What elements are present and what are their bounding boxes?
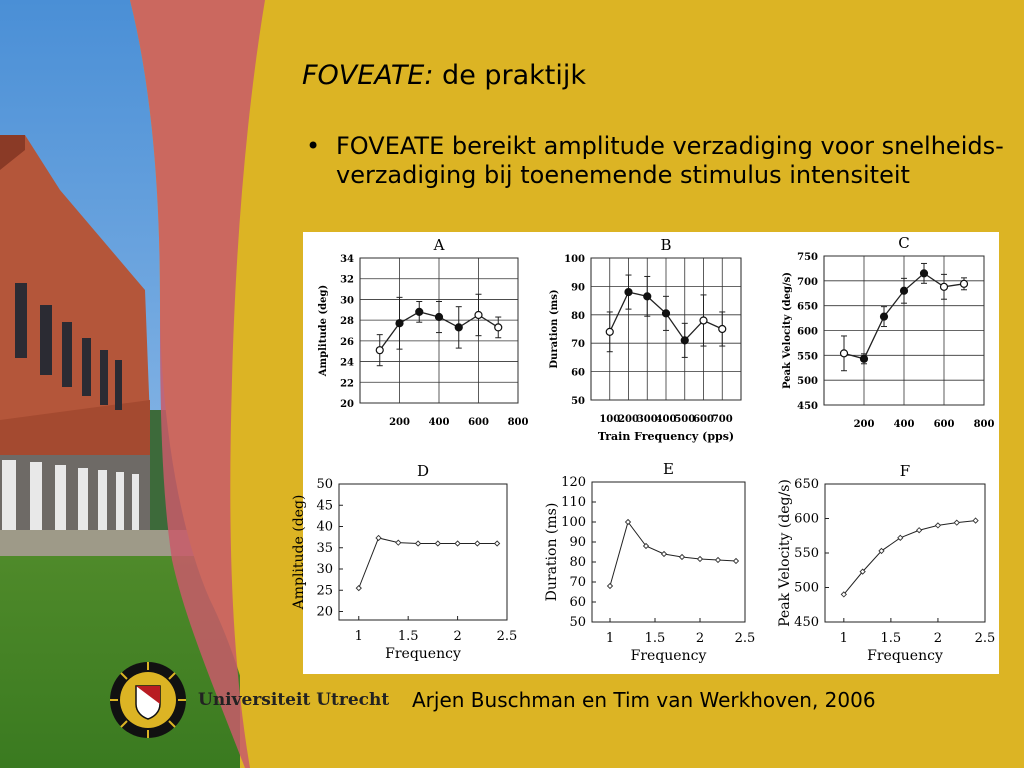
- panel-label-D: D: [416, 462, 430, 480]
- panel-label-C: C: [898, 234, 910, 252]
- plot-frame: [592, 482, 745, 622]
- y-tick-label: 120: [561, 475, 586, 490]
- data-point: [662, 552, 667, 557]
- data-point: [455, 541, 460, 546]
- data-point: [396, 540, 401, 545]
- slide-title-italic: FOVEATE:: [302, 60, 434, 91]
- x-tick-label: 1.5: [397, 629, 419, 644]
- data-point: [416, 541, 421, 546]
- y-tick-label: 750: [797, 252, 818, 263]
- slide-title-rest: de praktijk: [433, 60, 587, 91]
- y-tick-label: 600: [797, 326, 818, 338]
- data-point: [608, 584, 613, 589]
- x-tick-label: 2.5: [734, 631, 756, 646]
- y-tick-label: 100: [561, 515, 586, 530]
- y-tick-label: 30: [340, 295, 354, 307]
- y-tick-label: 40: [316, 519, 333, 535]
- x-axis-label: Frequency: [630, 648, 707, 664]
- data-point: [917, 528, 922, 533]
- x-tick-label: 2: [695, 631, 705, 646]
- data-point: [901, 287, 908, 294]
- y-tick-label: 70: [569, 575, 586, 590]
- y-axis-label: Amplitude (deg): [318, 284, 329, 377]
- x-axis-label-train-frequency: Train Frequency (pps): [597, 430, 735, 443]
- data-point: [921, 270, 928, 277]
- x-tick-label: 1.5: [644, 631, 666, 646]
- bullet-text: FOVEATE bereikt amplitude verzadiging voor snelheids-verzadiging bij toenemende stimulus intensiteit: [336, 132, 1004, 189]
- bullet-marker: •: [306, 132, 321, 160]
- data-point: [376, 535, 381, 540]
- y-tick-label: 28: [340, 316, 354, 328]
- data-point: [734, 559, 739, 564]
- y-tick-label: 20: [340, 399, 354, 410]
- y-tick-label: 650: [794, 477, 819, 492]
- x-tick-label: 1: [354, 629, 363, 644]
- y-tick-label: 70: [571, 339, 585, 351]
- y-tick-label: 26: [340, 336, 354, 348]
- x-tick-label: 700: [711, 414, 733, 425]
- y-tick-label: 34: [340, 254, 354, 265]
- y-tick-label: 50: [569, 615, 586, 630]
- y-tick-label: 700: [797, 276, 818, 288]
- y-tick-label: 80: [569, 555, 586, 570]
- data-point: [663, 310, 670, 317]
- data-point: [376, 347, 383, 354]
- y-tick-label: 25: [316, 583, 333, 599]
- y-tick-label: 500: [797, 376, 818, 388]
- y-tick-label: 650: [797, 301, 818, 313]
- data-point: [961, 280, 968, 287]
- data-point: [935, 523, 940, 528]
- x-tick-label: 2: [933, 631, 943, 646]
- x-axis-label: Frequency: [385, 646, 461, 662]
- panel-label-F: F: [899, 462, 911, 480]
- x-tick-label: 300: [636, 414, 658, 425]
- x-tick-label: 1.5: [880, 631, 902, 646]
- x-tick-label: 2.5: [974, 631, 996, 646]
- y-axis-label: Duration (ms): [544, 502, 560, 602]
- x-axis-label: Frequency: [867, 648, 943, 664]
- data-point: [716, 558, 721, 563]
- series-line: [844, 521, 976, 595]
- data-point: [861, 355, 868, 362]
- data-point: [396, 320, 403, 327]
- data-point: [680, 555, 685, 560]
- data-point: [700, 317, 707, 324]
- x-tick-label: 200: [618, 414, 639, 425]
- y-tick-label: 20: [316, 604, 333, 620]
- x-tick-label: 2.5: [496, 629, 518, 644]
- x-tick-label: 400: [428, 417, 450, 428]
- y-tick-label: 22: [340, 378, 354, 390]
- y-tick-label: 60: [571, 367, 585, 379]
- panel-label-A: A: [433, 236, 445, 254]
- data-point: [416, 308, 423, 315]
- x-tick-label: 1: [839, 631, 848, 646]
- y-tick-label: 110: [561, 495, 586, 510]
- data-point: [719, 326, 726, 333]
- x-tick-label: 100: [599, 414, 621, 425]
- y-tick-label: 600: [794, 511, 819, 527]
- y-axis-label: Peak Velocity (deg/s): [777, 479, 793, 627]
- data-point: [841, 350, 848, 357]
- x-tick-label: 400: [893, 419, 915, 430]
- data-point: [495, 541, 500, 546]
- x-tick-label: 400: [655, 414, 677, 425]
- data-point: [644, 293, 651, 300]
- credit-text: Arjen Buschman en Tim van Werkhoven, 2006: [412, 688, 876, 712]
- x-tick-label: 600: [693, 414, 714, 425]
- data-point: [436, 314, 443, 321]
- decorative-ribbon: [0, 0, 300, 768]
- x-tick-label: 800: [507, 417, 529, 428]
- data-point: [941, 283, 948, 290]
- series-line: [610, 522, 736, 586]
- y-tick-label: 60: [569, 595, 586, 610]
- x-tick-label: 600: [468, 417, 489, 428]
- y-tick-label: 450: [797, 401, 818, 412]
- x-tick-label: 600: [933, 419, 955, 430]
- y-tick-label: 90: [569, 535, 586, 550]
- panel-label-B: B: [660, 236, 672, 254]
- x-tick-label: 500: [674, 414, 696, 425]
- y-tick-label: 500: [794, 580, 819, 596]
- data-point: [455, 324, 462, 331]
- data-point: [881, 313, 888, 320]
- y-tick-label: 30: [316, 562, 333, 577]
- y-tick-label: 32: [340, 274, 354, 286]
- y-tick-label: 45: [316, 498, 333, 514]
- data-point: [625, 289, 632, 296]
- y-tick-label: 550: [794, 546, 819, 561]
- x-tick-label: 200: [389, 417, 410, 428]
- university-name: Universiteit Utrecht: [198, 690, 390, 710]
- data-point: [681, 337, 688, 344]
- data-point: [475, 311, 482, 318]
- y-axis-label: Peak Velocity (deg/s): [782, 271, 793, 390]
- data-point: [356, 586, 361, 591]
- data-point: [495, 324, 502, 331]
- university-seal-icon: [108, 660, 188, 740]
- y-axis-label: Duration (ms): [549, 289, 560, 369]
- slide-title: [302, 60, 586, 91]
- data-point: [475, 541, 480, 546]
- y-tick-label: 35: [316, 540, 333, 556]
- data-point: [435, 541, 440, 546]
- y-tick-label: 550: [797, 351, 818, 363]
- panel-label-E: E: [663, 460, 674, 478]
- data-point: [954, 520, 959, 525]
- y-tick-label: 50: [571, 396, 585, 407]
- y-tick-label: 24: [340, 357, 354, 369]
- y-tick-label: 90: [571, 282, 585, 294]
- y-tick-label: 50: [316, 477, 333, 492]
- x-tick-label: 2: [453, 629, 462, 644]
- y-axis-label: Amplitude (deg): [291, 494, 307, 610]
- plot-frame: [825, 484, 985, 622]
- x-tick-label: 200: [853, 419, 875, 430]
- data-point: [973, 518, 978, 523]
- x-tick-label: 1: [605, 631, 615, 646]
- y-tick-label: 450: [794, 615, 819, 630]
- y-tick-label: 80: [571, 310, 585, 322]
- data-point: [698, 557, 703, 562]
- plot-frame: [339, 484, 507, 620]
- data-point: [606, 328, 613, 335]
- figure-panels: [291, 232, 999, 674]
- y-tick-label: 100: [564, 254, 585, 265]
- x-tick-label: 800: [973, 419, 995, 430]
